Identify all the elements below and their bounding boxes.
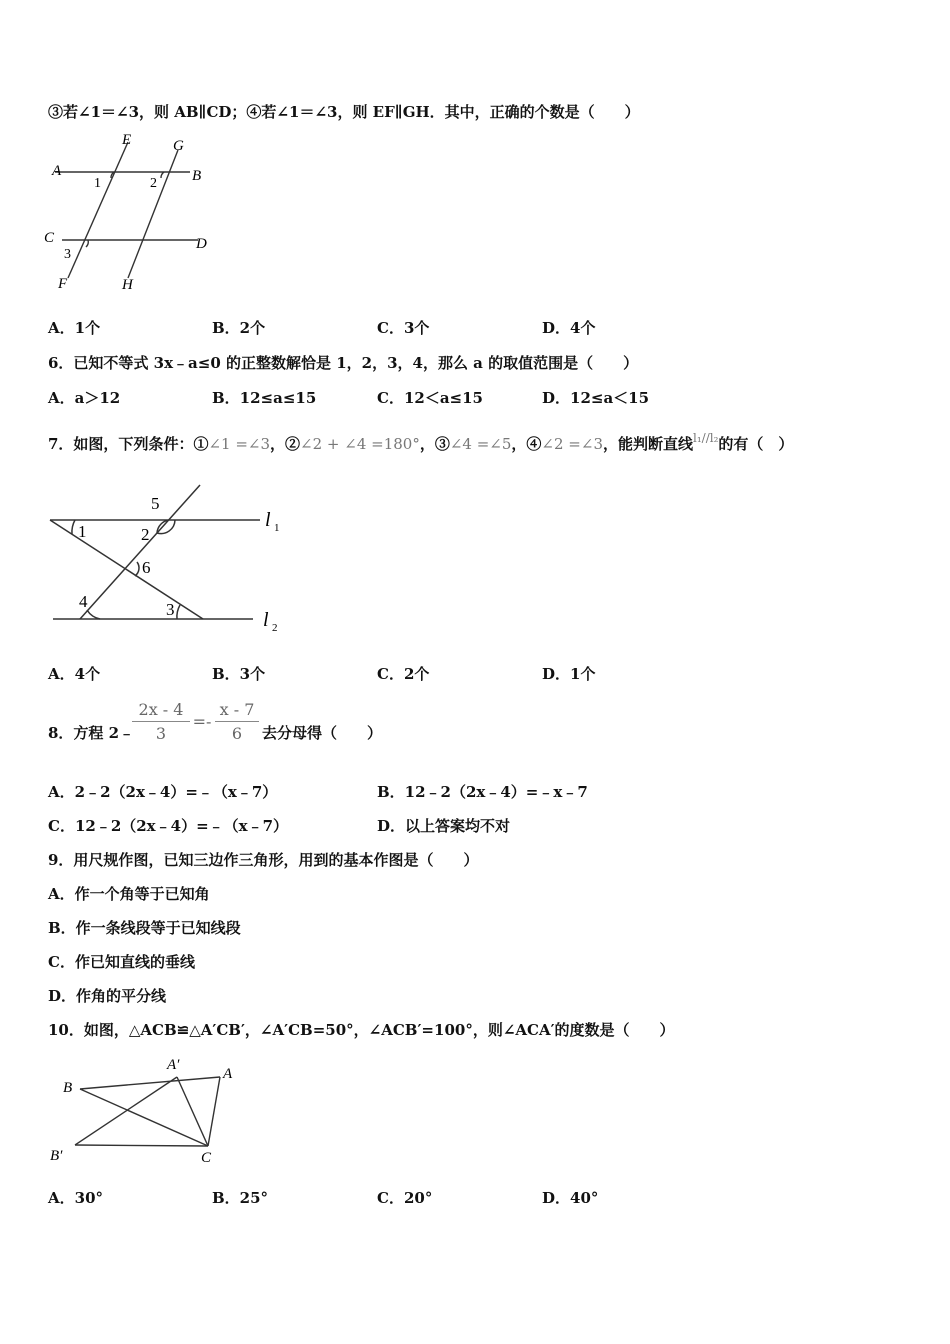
label-B-prime: B′ bbox=[50, 1148, 63, 1164]
q6-stem: 6．已知不等式 3x﹣a≤0 的正整数解恰是 1，2，3，4，那么 a 的取值范围是（ ） bbox=[48, 354, 639, 372]
transversal-2-4 bbox=[80, 485, 200, 619]
label-l2-sub: 2 bbox=[272, 622, 278, 634]
q8-option-d[interactable]: D．以上答案均不对 bbox=[377, 817, 511, 835]
q5-stem: ③若∠1＝∠3，则 AB∥CD；④若∠1＝∠3，则 EF∥GH．其中，正确的个数是（ ） bbox=[48, 103, 640, 121]
q7-cond-4: ∠2 =∠3 bbox=[541, 435, 603, 453]
q7-figure bbox=[45, 480, 295, 640]
q9-option-c[interactable]: C．作已知直线的垂线 bbox=[48, 953, 195, 971]
q10-option-b[interactable]: B．25° bbox=[212, 1189, 269, 1207]
q8-fraction-2-numerator: x - 7 bbox=[219, 700, 255, 719]
seg-ac bbox=[208, 1077, 220, 1146]
seg-b1a1 bbox=[75, 1077, 177, 1145]
q6-option-d[interactable]: D．12≤a＜15 bbox=[542, 389, 650, 407]
q7-stem-mid: ，能判断直线 bbox=[602, 435, 693, 453]
transversal-1-3 bbox=[50, 520, 203, 619]
label-H: H bbox=[122, 277, 133, 293]
label-angle-1: 1 bbox=[94, 176, 101, 191]
seg-ba bbox=[80, 1077, 220, 1089]
q10-option-d[interactable]: D．40° bbox=[542, 1189, 599, 1207]
label-A: A bbox=[223, 1066, 233, 1082]
q10-option-c[interactable]: C．20° bbox=[377, 1189, 433, 1207]
angle-1-arc bbox=[72, 520, 75, 534]
seg-b1c bbox=[75, 1145, 208, 1146]
label-angle-3: 3 bbox=[64, 247, 71, 262]
q8-fraction-1-denominator: 3 bbox=[155, 724, 167, 743]
q8-fraction-2-denominator: 6 bbox=[231, 724, 243, 743]
q5-option-c[interactable]: C．3个 bbox=[377, 319, 430, 337]
q7-stem-end: 的有（ ） bbox=[718, 435, 794, 453]
label-angle-6: 6 bbox=[142, 558, 151, 577]
q8-option-c[interactable]: C．12﹣2（2x﹣4）=﹣（x﹣7） bbox=[48, 817, 289, 835]
label-angle-2: 2 bbox=[150, 176, 157, 191]
q5-option-b[interactable]: B．2个 bbox=[212, 319, 266, 337]
q10-figure bbox=[45, 1052, 245, 1167]
label-A: A bbox=[52, 163, 62, 179]
q9-option-a[interactable]: A．作一个角等于已知角 bbox=[48, 885, 210, 903]
line-ef bbox=[68, 142, 128, 278]
label-l2: l bbox=[263, 609, 269, 631]
q6-option-a[interactable]: A．a＞12 bbox=[48, 389, 121, 407]
q7-sep-4: ，④ bbox=[511, 435, 542, 453]
line-gh bbox=[128, 150, 178, 278]
seg-a1c bbox=[177, 1077, 208, 1146]
label-D: D bbox=[196, 236, 207, 252]
angle-4-arc bbox=[87, 610, 100, 619]
q9-option-b[interactable]: B．作一条线段等于已知线段 bbox=[48, 919, 241, 937]
label-A-prime: A′ bbox=[167, 1057, 180, 1073]
angle-2-arc bbox=[161, 172, 164, 178]
q8-fraction-2 bbox=[215, 700, 259, 743]
q10-option-a[interactable]: A．30° bbox=[48, 1189, 104, 1207]
angle-3-arc bbox=[86, 240, 88, 247]
label-E: E bbox=[122, 132, 132, 148]
q9-stem: 9．用尺规作图，已知三边作三角形，用到的基本作图是（ ） bbox=[48, 851, 479, 869]
q7-option-d[interactable]: D．1个 bbox=[542, 665, 596, 683]
q6-option-c[interactable]: C．12＜a≤15 bbox=[377, 389, 483, 407]
q7-sep-3: ，③ bbox=[419, 435, 450, 453]
q7-parallel: l₁//l₂ bbox=[693, 431, 719, 445]
q5-figure bbox=[40, 130, 210, 293]
q10-stem: 10．如图，△ACB≌△A′CB′，∠A′CB=50°，∠ACB′=100°，则∠ACA′的度数是（ ） bbox=[48, 1021, 675, 1039]
label-C: C bbox=[201, 1150, 212, 1166]
angle-6-arc bbox=[135, 562, 139, 576]
q5-option-a[interactable]: A．1个 bbox=[48, 319, 101, 337]
label-F: F bbox=[58, 276, 68, 292]
seg-bc bbox=[80, 1089, 208, 1146]
q9-option-d[interactable]: D．作角的平分线 bbox=[48, 987, 167, 1005]
q8-option-b[interactable]: B．12﹣2（2x﹣4）=﹣x﹣7 bbox=[377, 783, 588, 801]
q6-option-b[interactable]: B．12≤a≤15 bbox=[212, 389, 317, 407]
label-angle-4: 4 bbox=[79, 592, 88, 611]
q7-option-c[interactable]: C．2个 bbox=[377, 665, 430, 683]
label-angle-5: 5 bbox=[151, 494, 160, 513]
label-C: C bbox=[44, 230, 55, 246]
q8-option-a[interactable]: A．2﹣2（2x﹣4）=﹣（x﹣7） bbox=[48, 783, 278, 801]
label-l1-sub: 1 bbox=[274, 522, 280, 534]
label-angle-2: 2 bbox=[141, 525, 150, 544]
label-angle-3: 3 bbox=[166, 600, 175, 619]
q8-equals: =- bbox=[192, 712, 212, 731]
label-l1: l bbox=[265, 509, 271, 531]
q8-fraction-1-numerator: 2x - 4 bbox=[138, 700, 184, 719]
q8-fraction-1 bbox=[132, 700, 190, 743]
q8-stem-end: 去分母得（ ） bbox=[262, 724, 383, 742]
angle-3-arc bbox=[177, 605, 180, 619]
q5-option-d[interactable]: D．4个 bbox=[542, 319, 596, 337]
label-B: B bbox=[192, 168, 202, 184]
q7-option-a[interactable]: A．4个 bbox=[48, 665, 101, 683]
q7-cond-2: ∠2 + ∠4 =180° bbox=[300, 435, 420, 453]
q8-stem-start: 8．方程 2﹣ bbox=[48, 724, 135, 742]
label-B: B bbox=[63, 1080, 73, 1096]
q7-cond-3: ∠4 =∠5 bbox=[449, 435, 512, 453]
label-G: G bbox=[173, 138, 184, 154]
q7-stem-start: 7．如图，下列条件：① bbox=[48, 435, 209, 453]
label-angle-1: 1 bbox=[78, 522, 87, 541]
q7-sep-2: ，② bbox=[270, 435, 301, 453]
q7-option-b[interactable]: B．3个 bbox=[212, 665, 266, 683]
q7-cond-1: ∠1 =∠3 bbox=[208, 435, 271, 453]
q7-stem bbox=[48, 431, 794, 455]
